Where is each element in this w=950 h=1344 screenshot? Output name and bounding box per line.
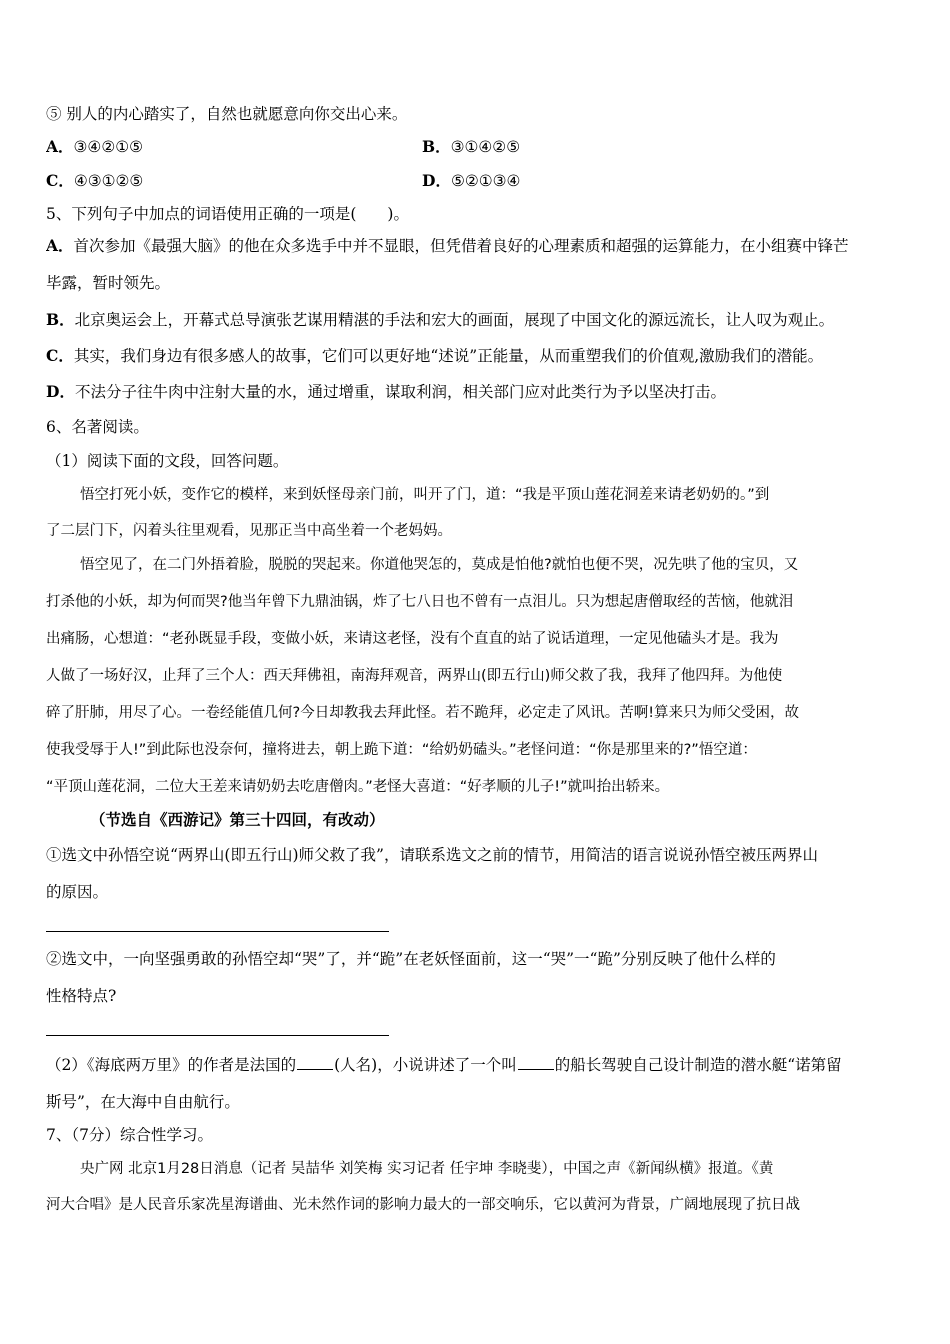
passage-line: 打杀他的小妖，却为何而哭?他当年曾下九鼎油锅，炸了七八日也不曾有一点泪儿。只为想起唐僧取经的苦恼，他就泪 [46, 594, 794, 610]
author-blank[interactable] [297, 1055, 333, 1070]
q5-stem: 5、下列句子中加点的词语使用正确的一项是( )。 [46, 205, 409, 223]
q4-option-d-text: ⑤②①③④ [450, 172, 521, 190]
passage-line: “平顶山莲花洞，二位大王差来请奶奶去吃唐僧肉。”老怪大喜道：“好孝顺的儿子!”就叫抬出轿来。 [46, 779, 670, 795]
q4-option-d-label: D． [422, 171, 451, 190]
q4-options-row-2 [46, 171, 908, 191]
q7-text-line-1: 央广网 北京1月28日消息（记者 吴喆华 刘笑梅 实习记者 任宇坤 李晓斐），中国之声《新闻纵横》报道。《黄 [80, 1161, 774, 1177]
q5-option-c [46, 346, 908, 366]
q5-option-b [46, 310, 908, 330]
q5-option-d-label: D． [46, 382, 75, 401]
q5-option-b-text: 北京奥运会上，开幕式总导演张艺谋用精湛的手法和宏大的画面，展现了中国文化的源远流长，让人叹为观止。 [74, 311, 835, 329]
q4-option-b [422, 137, 520, 157]
passage-line: 出痛肠，心想道：“老孙既显手段，变做小妖，来请这老怪，没有个直直的站了说话道理，一定见他磕头才是。我为 [46, 631, 779, 647]
passage-line: 使我受辱于人!”到此际也没奈何，撞将进去，朝上跪下道：“给奶奶磕头。”老怪问道：“你是那里来的?”悟空道： [46, 742, 757, 758]
passage-line: 碎了肝肺，用尽了心。一卷经能值几何?今日却教我去拜此怪。若不跪拜，必定走了风讯。苦啊!算来只为师父受困，故 [46, 705, 800, 721]
passage-line: 悟空见了，在二门外捂着脸，脱脱的哭起来。你道他哭怎的，莫成是怕他?就怕也便不哭，况先哄了他的宝贝，又 [80, 557, 799, 573]
q7-stem: 7、（7分）综合性学习。 [46, 1126, 213, 1144]
q5-option-d-text: 不法分子往牛肉中注射大量的水，通过增重，谋取利润，相关部门应对此类行为予以坚决打击。 [74, 383, 726, 401]
passage-line: 人做了一场好汉，止拜了三个人：西天拜佛祖，南海拜观音，两界山(即五行山)师父救了我，我拜了他四拜。为他使 [46, 668, 783, 684]
q5-option-a-label: A． [46, 236, 74, 255]
q4-options-row-1 [46, 137, 908, 157]
q6-sub1-line-2: 的原因。 [46, 883, 109, 901]
q6-sub2-line-1: ②选文中，一向坚强勇敢的孙悟空却“哭”了，并“跪”在老妖怪面前，这一“哭”一“跪”分别反映了他什么样的 [46, 950, 776, 968]
answer-line-1[interactable] [46, 931, 389, 932]
q4-option-d [422, 171, 520, 191]
q6-part2-text-b: (人名)，小说讲述了一个叫 [334, 1056, 517, 1074]
q5-option-a-text: 首次参加《最强大脑》的他在众多选手中并不显眼，但凭借着良好的心理素质和超强的运算能力，在小组赛中锋芒 [73, 237, 849, 255]
q7-text-line-2: 河大合唱》是人民音乐家冼星海谱曲、光未然作词的影响力最大的一部交响乐，它以黄河为背景，广阔地展现了抗日战 [46, 1197, 800, 1213]
passage-source: （节选自《西游记》第三十四回，有改动） [90, 810, 385, 829]
captain-blank[interactable] [518, 1055, 554, 1070]
q4-option-a-text: ③④②①⑤ [73, 138, 144, 156]
q5-option-c-label: C． [46, 346, 74, 365]
q4-option-a-label: A． [46, 137, 74, 156]
q4-option-c-text: ④③①②⑤ [73, 172, 144, 190]
q4-option-c-label: C． [46, 171, 74, 190]
q6-part1-stem: （1）阅读下面的文段，回答问题。 [46, 452, 289, 470]
passage-line: 悟空打死小妖，变作它的模样，来到妖怪母亲门前，叫开了门，道：“我是平顶山莲花洞差来请老奶奶的。”到 [80, 487, 770, 503]
q4-option-b-text: ③①④②⑤ [450, 138, 521, 156]
q5-option-a-line-1 [46, 236, 908, 256]
q4-option-b-label: B． [422, 137, 451, 156]
passage-line: 了二层门下，闪着头往里观看，见那正当中高坐着一个老妈妈。 [46, 523, 452, 539]
q6-part2-line-1 [46, 1055, 908, 1075]
q5-option-c-text: 其实，我们身边有很多感人的故事，它们可以更好地“述说”正能量，从而重塑我们的价值观,激励我们的潜能。 [73, 347, 824, 365]
answer-line-2[interactable] [46, 1035, 389, 1036]
q6-stem: 6、名著阅读。 [46, 418, 149, 436]
q5-option-a-line-2: 毕露，暂时领先。 [46, 274, 171, 292]
q5-option-b-label: B． [46, 310, 75, 329]
q6-sub1-line-1: ①选文中孙悟空说“两界山(即五行山)师父救了我”，请联系选文之前的情节，用简洁的语言说说孙悟空被压两界山 [46, 846, 818, 864]
q5-option-d [46, 382, 908, 402]
q6-part2-line-2: 斯号”，在大海中自由航行。 [46, 1093, 240, 1111]
q6-sub2-line-2: 性格特点? [46, 987, 117, 1005]
q4-item-5: ⑤ 别人的内心踏实了，自然也就愿意向你交出心来。 [46, 105, 408, 123]
q6-part2-text-a: （2）《海底两万里》的作者是法国的 [46, 1056, 297, 1074]
q6-part2-text-c: 的船长驾驶自己设计制造的潜水艇“诺第留 [554, 1056, 842, 1074]
